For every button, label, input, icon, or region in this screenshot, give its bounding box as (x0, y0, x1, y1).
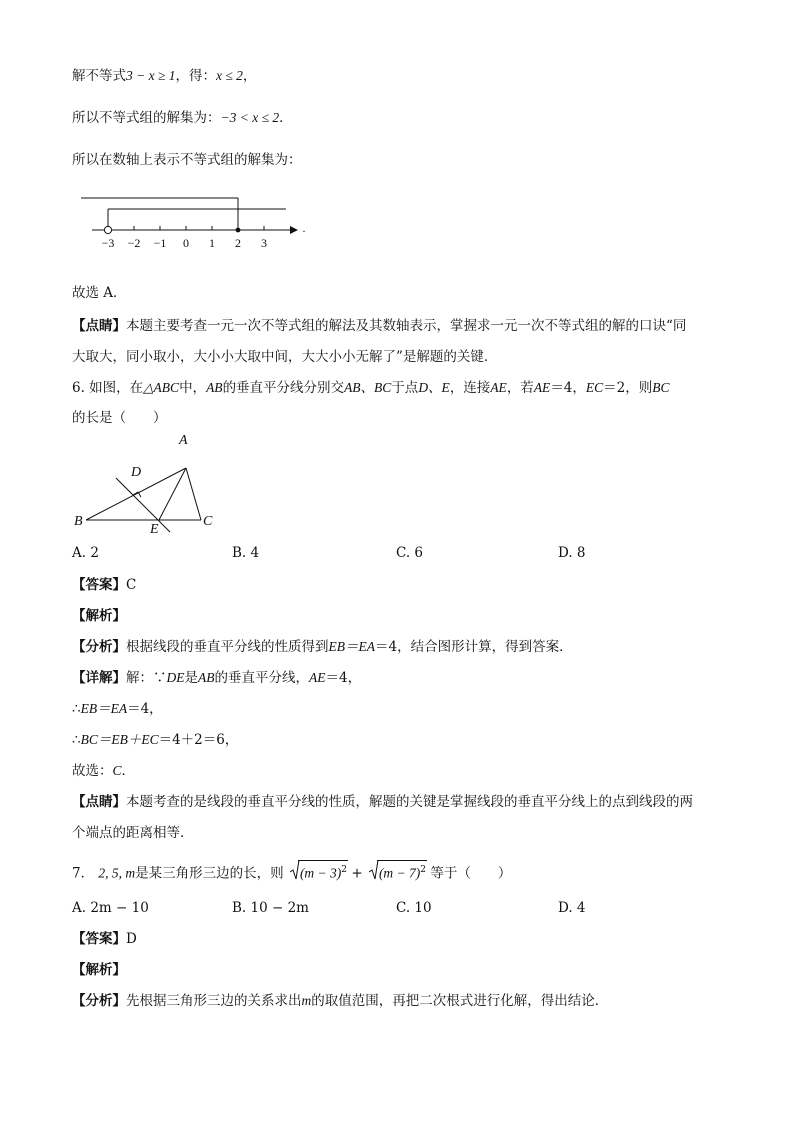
radical-sign (290, 860, 300, 880)
solve-line-1 (72, 66, 256, 86)
math: AB (198, 670, 215, 685)
section-tag: 【答案】 (72, 931, 126, 947)
text: 6. 如图，在 (72, 380, 144, 396)
q6-option-a[interactable]: A. 2 (72, 545, 99, 561)
math: AE (533, 380, 551, 395)
q6-option-d[interactable]: D. 8 (558, 545, 586, 561)
text: 等于（ ） (430, 865, 512, 882)
result: x ≤ 2 (216, 68, 243, 83)
math: BC＝EB＋EC (80, 732, 159, 747)
q6-xiangjie-line (72, 668, 361, 688)
q6-answer-line (72, 575, 136, 595)
text: ，若 (506, 380, 534, 396)
dianjing-line-2: 大取大，同小取小，大小小大取中间，大大小小无解了”是解题的关键． (72, 349, 498, 365)
text: ＝4＋2＝6， (158, 732, 239, 748)
section-tag: 【详解】 (72, 670, 126, 686)
text: 所以不等式组的解集为： (72, 110, 221, 126)
open-circle-endpoint (104, 226, 111, 233)
q6-stem-line-1 (72, 378, 670, 398)
text: 先根据三角形三边的关系求出 (126, 993, 302, 1009)
text: ＝4，结合图形计算，得到答案． (375, 639, 573, 655)
q6-step-3 (72, 761, 135, 781)
segment-ac (186, 468, 201, 520)
section-tag: 【答案】 (72, 577, 126, 593)
trailing-period: . (302, 221, 306, 235)
text: 是某三角形三边的长，则 (135, 865, 284, 882)
text: ＝2，则 (603, 380, 653, 396)
q7-option-d[interactable]: D. 4 (558, 900, 586, 916)
math: AB (206, 380, 223, 395)
label-b: B (74, 514, 83, 529)
q6-analysis-tag (72, 606, 126, 626)
text: 解：∵ (126, 670, 167, 686)
number-line-figure (78, 190, 318, 252)
math: AE (490, 380, 507, 395)
math: m (301, 993, 312, 1008)
text: 是 (184, 670, 198, 686)
label-d: D (131, 465, 142, 480)
text: ． (121, 763, 136, 779)
text: ＝4， (325, 670, 362, 686)
text: ∴ (72, 701, 81, 717)
text: 根据线段的垂直平分线的性质得到 (126, 639, 329, 655)
math: (m − 7) (378, 865, 421, 881)
text: ＝4， (127, 701, 163, 717)
text: 中， (179, 380, 207, 396)
q7-analysis-tag (72, 960, 126, 980)
answer-value: D (126, 931, 137, 947)
text: + (351, 865, 363, 882)
solve-line-2 (72, 108, 293, 128)
math: EB＝EA (80, 701, 128, 716)
q7-option-c[interactable]: C. 10 (396, 900, 432, 916)
q6-fenxi-line (72, 637, 573, 657)
solution-set: −3 < x ≤ 2 (220, 110, 280, 125)
q7-answer-line (72, 929, 137, 949)
solid-dot-endpoint (236, 228, 241, 233)
q6-step-1 (72, 699, 163, 719)
sqrt-expression-1 (290, 860, 347, 884)
text: 本题考查的是线段的垂直平分线的性质，解题的关键是掌握线段的垂直平分线上的点到线段的两 (126, 794, 693, 810)
text: 的垂直平分线， (214, 670, 309, 686)
section-tag: 【解析】 (72, 962, 126, 978)
axis-arrow (290, 226, 298, 234)
section-tag: 【分析】 (72, 639, 126, 655)
tick-label: 3 (261, 236, 267, 250)
math: C (112, 763, 122, 778)
tick-label: −3 (101, 236, 115, 250)
math: 2 (341, 865, 348, 875)
text: 7． (72, 865, 95, 882)
perpendicular-bisector (116, 478, 170, 532)
math: AE (309, 670, 326, 685)
q6-option-c[interactable]: C. 6 (396, 545, 424, 561)
q6-stem-line-2: 的长是（ ） (72, 410, 167, 426)
section-tag: 【点睛】 (72, 318, 126, 334)
label-e: E (150, 522, 159, 537)
choose-answer-line: 故选 A． (72, 285, 127, 301)
tick-label: 1 (209, 236, 215, 250)
triangle-figure (70, 428, 230, 540)
text: ＝4， (550, 380, 586, 396)
text: 解不等式 (72, 68, 126, 84)
q6-option-b[interactable]: B. 4 (232, 545, 260, 561)
section-tag: 【点睛】 (72, 794, 126, 810)
math: BC (652, 380, 670, 395)
math: 2 (420, 865, 427, 875)
text: 本题主要考查一元一次不等式组的解法及其数轴表示，掌握求一元一次不等式组的解的口诀“同 (126, 318, 687, 334)
math: 2, 5, m (98, 865, 136, 881)
text: ， (242, 68, 257, 84)
text: ，得： (175, 68, 217, 84)
math: DE (166, 670, 185, 685)
tick-label: −1 (153, 236, 167, 250)
label-a: A (179, 433, 188, 448)
math: EC (585, 380, 604, 395)
tick-label: 0 (183, 236, 189, 250)
math: EB＝EA (328, 639, 375, 654)
section-tag: 【解析】 (72, 608, 126, 624)
radical-sign (369, 860, 379, 880)
sqrt-expression-2 (369, 860, 426, 884)
text: 的垂直平分线分别交 (222, 380, 345, 396)
inequality: 3 − x ≥ 1 (126, 68, 176, 83)
section-tag: 【分析】 (72, 993, 126, 1009)
q7-fenxi-line (72, 991, 608, 1011)
segment-ae (159, 468, 186, 520)
solve-line-3: 所以在数轴上表示不等式组的解集为： (72, 152, 302, 168)
math: (m − 3) (299, 865, 342, 881)
answer-value: C (126, 577, 137, 593)
q6-dianjing-line-1 (72, 792, 693, 812)
text: ∴ (72, 732, 81, 748)
text: ． (279, 110, 293, 126)
q7-option-a[interactable]: A. 2m − 10 (72, 900, 149, 916)
q7-option-b[interactable]: B. 10 − 2m (232, 900, 309, 916)
math: △ABC (143, 380, 180, 395)
q6-dianjing-line-2: 个端点的距离相等． (72, 825, 194, 841)
text: 故选： (72, 763, 113, 779)
label-c: C (203, 514, 213, 529)
text: 于点 (391, 380, 419, 396)
text: ，连接 (449, 380, 491, 396)
text: 的取值范围，再把二次根式进行化解，得出结论． (311, 993, 609, 1009)
tick-label: 2 (235, 236, 241, 250)
dianjing-line-1 (72, 316, 686, 336)
math: AB、BC (344, 380, 392, 395)
q7-stem (72, 860, 511, 884)
tick-label: −2 (127, 236, 141, 250)
q6-step-2 (72, 730, 238, 750)
math: D、E (418, 380, 450, 395)
